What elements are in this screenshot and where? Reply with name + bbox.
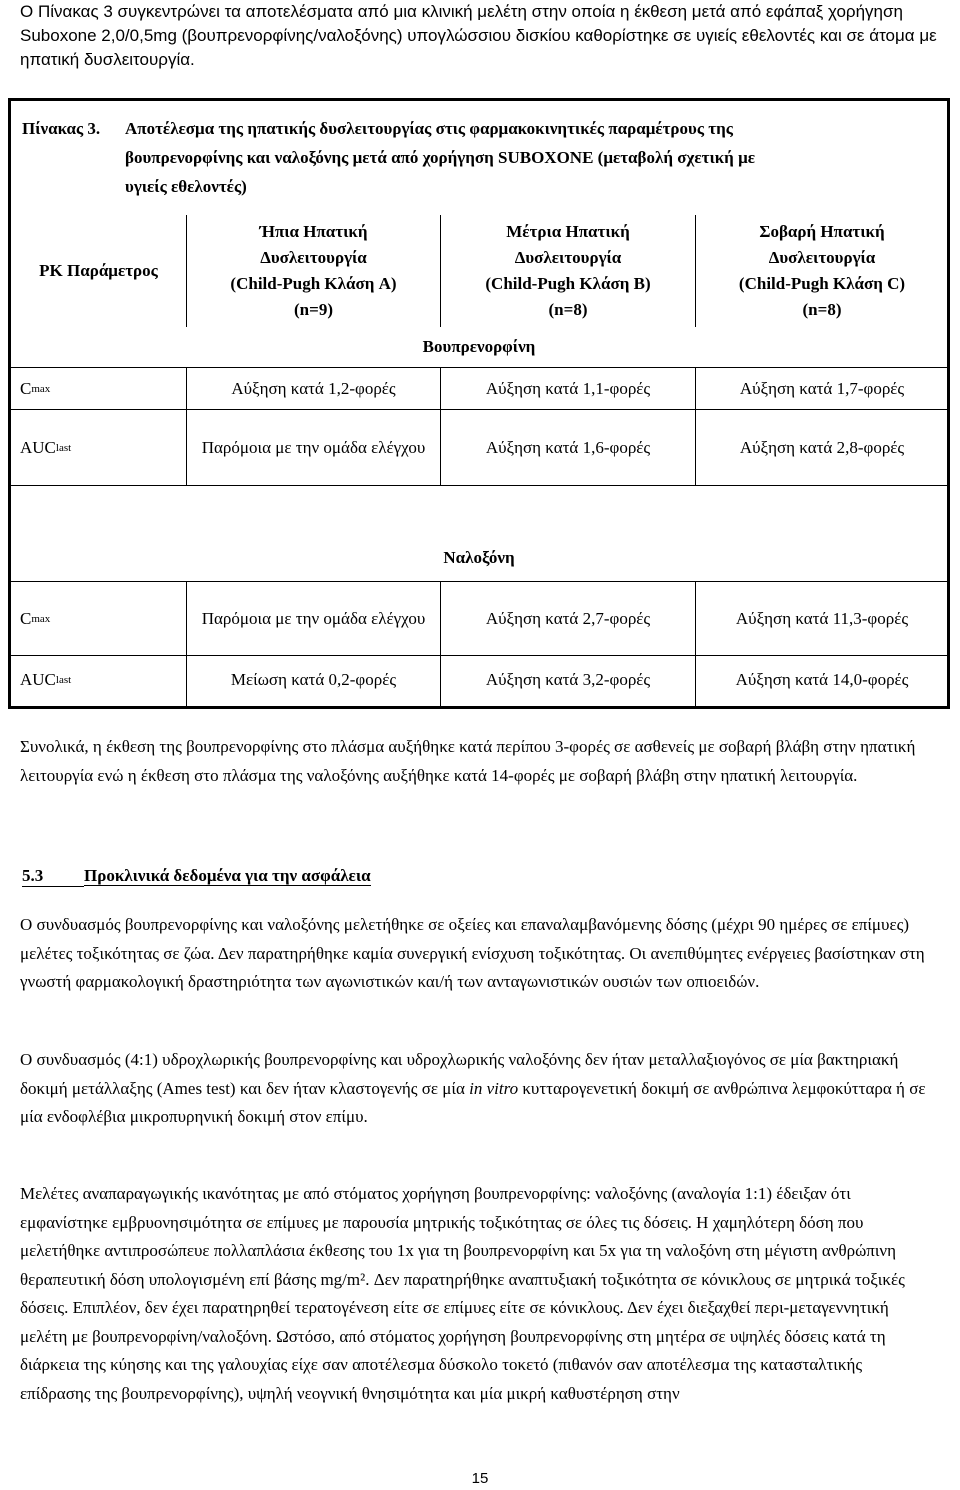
section-number: 5.3: [22, 866, 84, 887]
cell-text: Αύξηση κατά 14,0-φορές: [735, 670, 909, 689]
header-mild-line2: Δυσλειτουργία: [260, 248, 367, 267]
param-main: AUC: [20, 437, 56, 457]
cell-text: Αύξηση κατά 1,7-φορές: [739, 378, 905, 398]
cell-text: Αύξηση κατά 11,3-φορές: [735, 608, 909, 628]
cell-text: Αύξηση κατά 2,8-φορές: [739, 437, 905, 457]
nal-row1-moderate: [441, 582, 695, 655]
cell-text: Αύξηση κατά 1,1-φορές: [485, 378, 651, 398]
nal-row1-mild: [200, 582, 427, 655]
header-mild-line4: (n=9): [294, 300, 333, 319]
bup-row2-severe: [696, 410, 948, 485]
param-main: C: [20, 378, 32, 398]
cell-text: Αύξηση κατά 1,2-φορές: [231, 378, 396, 398]
intro-paragraph: Ο Πίνακας 3 συγκεντρώνει τα αποτελέσματα από μια κλινική μελέτη στην οποία η έκθεση μετά από εφάπαξ χορήγηση Suboxone 2,0/0,5mg (βουπρενορφίνης/ναλοξόνης) υπογλώσσιου δισκίου καθορίστηκε σε υγιείς εθελοντές και σε άτομα με ηπατική δυσλειτουργία.: [20, 2, 937, 69]
header-moderate-line2: Δυσλειτουργία: [514, 248, 622, 267]
param-sub: last: [55, 441, 72, 454]
header-moderate: [441, 215, 695, 327]
header-mild: [187, 215, 440, 327]
nal-row2-moderate: [441, 656, 695, 704]
paragraph-2-italic: in vitro: [469, 1078, 519, 1098]
header-mild-line3: (Child-Pugh Κλάση A): [230, 274, 397, 293]
paragraph-2-part1: Ο συνδυασμός (4:1) υδροχλωρικής βουπρενορφίνης και υδροχλωρικής ναλοξόνης δεν ήταν μεταλλαξιογόνος σε μία βακτηριακή δοκιμή μετάλλαξης (Ames test) και δεν ήταν κλαστογενής σε μία: [20, 1050, 899, 1098]
cell-text: Αύξηση κατά 3,2-φορές: [485, 670, 651, 689]
table-caption: [22, 114, 942, 201]
nal-row2-param: [20, 656, 180, 704]
paragraph-2: [20, 1046, 935, 1132]
section-heading: [22, 866, 371, 887]
bup-row2-mild: [200, 410, 427, 485]
section-buprenorphine-label: Βουπρενορφίνη: [422, 337, 536, 356]
param-sub: max: [31, 612, 51, 625]
paragraph-3: Μελέτες αναπαραγωγικής ικανότητας με από στόματος χορήγηση βουπρενορφίνης: ναλοξόνης (αναλογία 1:1) έδειξαν ότι εμφανίστηκε εμβρυονησιμότητα σε επίμυες με παρουσία μητρικής τοξικότητας σε όλες τις δόσεις. Η χαμηλότερη δόση που μελετήθηκε αντιπροσώπευε πολλαπλάσια έκθεσης του 1x για τη βουπρενορφίνη και 5x για τη ναλοξόνη στη μέγιστη ανθρώπινη θεραπευτική δόση υπολογισμένη επί βάσης mg/m². Δεν παρατηρήθηκε αναπτυξιακή τοξικότητα σε κόνικλους σε μητρικά τοξικές δόσεις. Επιπλέον, δεν έχει παρατηρηθεί τερατογένεση είτε σε επίμυες είτε σε κόνικλους. Δεν έχει διεξαχθεί περι-μεταγεννητική μελέτη με βουπρενορφίνη/ναλοξόνη. Ωστόσο, από στόματος χορήγηση βουπρενορφίνης στη μητέρα σε υψηλές δόσεις κατά τη διάρκεια της κύησης και της γαλουχίας είχε σαν αποτέλεσμα δύσκολο τοκετό (πιθανόν σαν αποτέλεσμα της κατασταλτικής επίδρασης της βουπρενορφίνης), υψηλή νεογνική θνησιμότητα και μία μικρή καθυστέρηση στην: [20, 1184, 905, 1403]
header-moderate-line4: (n=8): [548, 300, 588, 319]
header-severe-line1: Σοβαρή Ηπατική: [759, 222, 885, 241]
param-sub: last: [55, 674, 72, 686]
header-param-label: PK Παράμετρος: [39, 261, 158, 280]
bup-row1-param: [20, 368, 180, 409]
section-title: Προκλινικά δεδομένα για την ασφάλεια: [84, 866, 371, 885]
paragraph-1: Ο συνδυασμός βουπρενορφίνης και ναλοξόνης μελετήθηκε σε οξείες και επαναλαμβανόμενης δόσης (μέχρι 90 ημέρες σε επίμυες) μελέτες τοξικότητας σε ζώα. Δεν παρατηρήθηκε καμία συνεργική ενίσχυση τοξικότητας. Οι ανεπιθύμητες ενέργειες βασίστηκαν στη γνωστή φαρμακολογική δραστηριότητα των αγωνιστικών και/ή των ανταγωνιστικών ουσιών των οπιοειδών.: [20, 915, 925, 991]
nal-row2-mild: [187, 656, 440, 704]
section-buprenorphine: [11, 329, 947, 365]
cell-text: Παρόμοια με την ομάδα ελέγχου: [201, 437, 426, 457]
cell-text: Αύξηση κατά 2,7-φορές: [485, 608, 651, 628]
header-moderate-line1: Μέτρια Ηπατική: [506, 222, 630, 241]
header-severe-line4: (n=8): [802, 300, 842, 319]
header-severe: [696, 215, 948, 327]
header-mild-line1: Ήπια Ηπατική: [259, 222, 368, 241]
bup-row1-severe: [696, 368, 948, 409]
bup-row2-param: [20, 410, 180, 485]
paragraph-2-part2: κυτταρογενετική δοκιμή σε ανθρώπινα λεμφοκύτταρα ή σε μία ενδοφλέβια μικροπυρηνική δοκιμή στον επίμυ.: [20, 1078, 926, 1126]
cell-text: Μείωση κατά 0,2-φορές: [230, 670, 397, 689]
param-main: AUC: [20, 670, 56, 689]
nal-row1-param: [20, 582, 180, 655]
header-param: [11, 215, 186, 327]
section-naloxone-label: Ναλοξόνη: [443, 548, 515, 567]
cell-text: Παρόμοια με την ομάδα ελέγχου: [201, 608, 426, 628]
table-caption-line2: βουπρενορφίνης και ναλοξόνης μετά από χορήγηση SUBOXONE (μεταβολή σχετική με: [125, 148, 755, 167]
rule: [11, 485, 947, 486]
table-caption-line1: Αποτέλεσμα της ηπατικής δυσλειτουργίας στις φαρμακοκινητικές παραμέτρους της: [125, 119, 733, 138]
header-severe-line2: Δυσλειτουργία: [768, 248, 876, 267]
nal-row2-severe: [696, 656, 948, 704]
param-sub: max: [31, 382, 51, 395]
page-number: 15: [471, 1470, 489, 1487]
header-severe-line3: (Child-Pugh Κλάση C): [738, 274, 906, 293]
summary-paragraph: Συνολικά, η έκθεση της βουπρενορφίνης στο πλάσμα αυξήθηκε κατά περίπου 3-φορές σε ασθενείς με σοβαρή βλάβη στην ηπατική λειτουργία ενώ η έκθεση στο πλάσμα της ναλοξόνης αυξήθηκε κατά 14-φορές με σοβαρή βλάβη στην ηπατική λειτουργία.: [20, 737, 916, 785]
table-caption-line3: υγιείς εθελοντές): [125, 177, 247, 196]
table-caption-label: Πίνακας 3.: [22, 119, 101, 138]
bup-row2-moderate: [441, 410, 695, 485]
nal-row1-severe: [696, 582, 948, 655]
bup-row1-moderate: [441, 368, 695, 409]
param-main: C: [20, 608, 32, 628]
section-naloxone: [11, 540, 947, 576]
cell-text: Αύξηση κατά 1,6-φορές: [485, 437, 651, 457]
bup-row1-mild: [187, 368, 440, 409]
header-moderate-line3: (Child-Pugh Κλάση B): [485, 274, 651, 293]
